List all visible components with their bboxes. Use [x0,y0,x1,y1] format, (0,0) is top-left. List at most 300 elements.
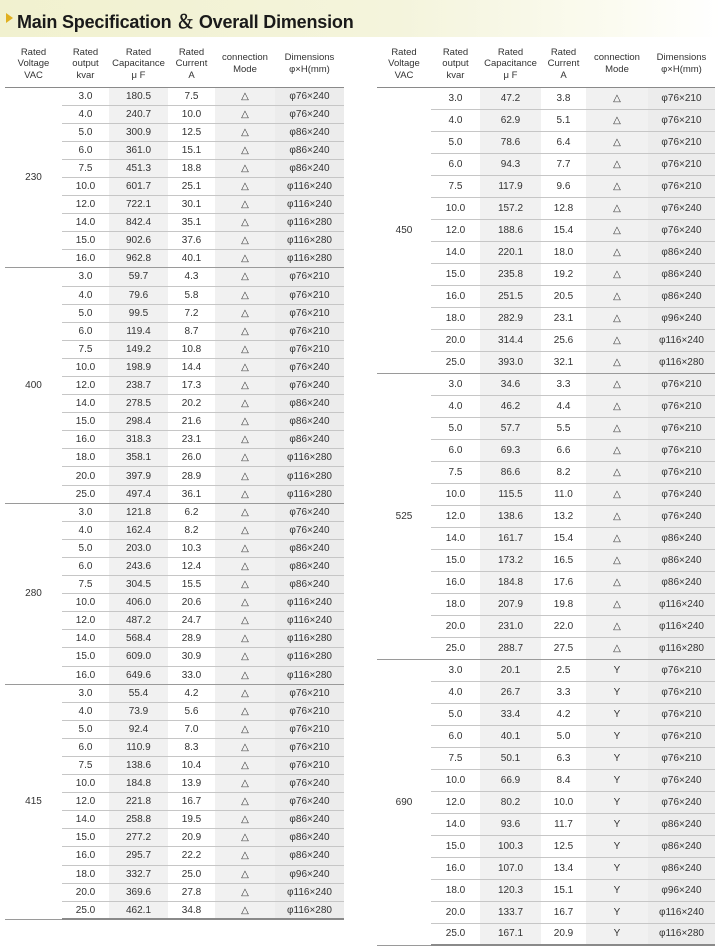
cell-rated-capacitance: 358.1 [109,449,168,467]
cell-connection-mode: △ [215,232,275,250]
cell-rated-current: 6.3 [541,747,586,769]
cell-rated-output: 7.5 [62,576,109,594]
cell-rated-current: 37.6 [168,232,215,250]
cell-dimensions: φ116×240 [275,177,344,195]
cell-rated-output: 12.0 [431,791,480,813]
table-header-row [5,41,344,87]
cell-rated-capacitance: 220.1 [480,241,541,263]
bullet-arrow-icon [6,13,13,23]
cell-rated-output: 15.0 [62,829,109,847]
cell-rated-output: 10.0 [62,775,109,793]
cell-connection-mode: △ [586,461,648,483]
cell-dimensions: φ96×240 [648,307,715,329]
cell-connection-mode: △ [586,285,648,307]
cell-connection-mode: △ [215,666,275,684]
cell-rated-output: 12.0 [62,612,109,630]
cell-rated-capacitance: 188.6 [480,219,541,241]
cell-dimensions: φ86×240 [275,847,344,865]
header-connection-mode: connection Mode [586,41,648,87]
cell-dimensions: φ76×210 [275,720,344,738]
cell-rated-current: 3.8 [541,87,586,109]
cell-dimensions: φ76×210 [648,681,715,703]
cell-dimensions: φ76×210 [648,109,715,131]
cell-connection-mode: △ [215,775,275,793]
cell-connection-mode: △ [215,630,275,648]
table-row [5,268,344,286]
cell-rated-capacitance: 47.2 [480,87,541,109]
cell-rated-output: 4.0 [431,395,480,417]
cell-rated-output: 5.0 [431,703,480,725]
cell-rated-output: 18.0 [431,307,480,329]
cell-rated-capacitance: 221.8 [109,793,168,811]
cell-rated-current: 17.3 [168,377,215,395]
cell-connection-mode: △ [586,527,648,549]
cell-dimensions: φ76×240 [275,793,344,811]
cell-rated-output: 7.5 [62,340,109,358]
cell-connection-mode: △ [586,219,648,241]
cell-rated-output: 6.0 [431,725,480,747]
cell-dimensions: φ116×240 [275,612,344,630]
cell-rated-capacitance: 842.4 [109,214,168,232]
cell-rated-output: 12.0 [62,196,109,214]
cell-rated-capacitance: 157.2 [480,197,541,219]
cell-connection-mode: △ [215,503,275,521]
cell-connection-mode: △ [215,177,275,195]
cell-rated-capacitance: 110.9 [109,738,168,756]
cell-dimensions: φ76×240 [275,358,344,376]
cell-rated-capacitance: 601.7 [109,177,168,195]
cell-rated-capacitance: 138.6 [480,505,541,527]
cell-rated-output: 6.0 [62,557,109,575]
cell-rated-output: 10.0 [62,594,109,612]
cell-rated-current: 10.0 [168,105,215,123]
cell-rated-current: 15.1 [541,879,586,901]
cell-connection-mode: △ [586,307,648,329]
cell-connection-mode: Y [586,923,648,945]
cell-rated-output: 18.0 [62,865,109,883]
cell-rated-current: 8.4 [541,769,586,791]
header-rated-output: Rated output kvar [62,41,109,87]
cell-rated-current: 20.5 [541,285,586,307]
cell-connection-mode: Y [586,813,648,835]
cell-rated-output: 20.0 [62,883,109,901]
cell-connection-mode: Y [586,681,648,703]
cell-dimensions: φ76×210 [648,175,715,197]
cell-connection-mode: △ [586,263,648,285]
cell-rated-current: 4.2 [168,684,215,702]
cell-rated-current: 15.5 [168,576,215,594]
cell-connection-mode: Y [586,879,648,901]
cell-dimensions: φ116×280 [275,485,344,503]
cell-rated-current: 7.2 [168,304,215,322]
cell-rated-current: 7.5 [168,87,215,105]
cell-connection-mode: △ [215,340,275,358]
cell-rated-capacitance: 318.3 [109,431,168,449]
cell-rated-capacitance: 80.2 [480,791,541,813]
cell-rated-current: 12.5 [168,123,215,141]
cell-rated-capacitance: 26.7 [480,681,541,703]
cell-rated-current: 23.1 [541,307,586,329]
cell-dimensions: φ116×280 [275,901,344,919]
page-title: Main Specification ＆ Overall Dimension [17,12,354,32]
cell-rated-capacitance: 162.4 [109,521,168,539]
cell-dimensions: φ116×240 [648,901,715,923]
cell-rated-current: 6.2 [168,503,215,521]
cell-dimensions: φ76×240 [275,503,344,521]
cell-dimensions: φ86×240 [648,835,715,857]
cell-connection-mode: △ [215,141,275,159]
cell-dimensions: φ76×210 [648,439,715,461]
table-row [377,373,715,395]
cell-rated-capacitance: 649.6 [109,666,168,684]
cell-rated-capacitance: 451.3 [109,159,168,177]
cell-rated-capacitance: 203.0 [109,539,168,557]
cell-connection-mode: △ [586,153,648,175]
cell-connection-mode: Y [586,725,648,747]
cell-rated-voltage: 525 [377,373,431,659]
cell-rated-capacitance: 278.5 [109,395,168,413]
cell-rated-current: 20.6 [168,594,215,612]
cell-rated-current: 8.7 [168,322,215,340]
cell-rated-capacitance: 34.6 [480,373,541,395]
cell-rated-current: 12.8 [541,197,586,219]
cell-rated-capacitance: 722.1 [109,196,168,214]
cell-connection-mode: △ [215,811,275,829]
cell-rated-output: 5.0 [62,720,109,738]
cell-rated-current: 17.6 [541,571,586,593]
cell-rated-voltage: 230 [5,87,62,268]
cell-connection-mode: △ [586,615,648,637]
cell-rated-capacitance: 92.4 [109,720,168,738]
cell-rated-output: 20.0 [431,615,480,637]
cell-connection-mode: △ [215,521,275,539]
cell-connection-mode: △ [215,322,275,340]
cell-rated-output: 25.0 [431,637,480,659]
cell-rated-current: 20.2 [168,395,215,413]
cell-rated-current: 19.2 [541,263,586,285]
cell-connection-mode: △ [215,576,275,594]
cell-dimensions: φ116×280 [275,214,344,232]
cell-rated-capacitance: 397.9 [109,467,168,485]
cell-rated-capacitance: 240.7 [109,105,168,123]
cell-dimensions: φ76×210 [275,756,344,774]
header-connection-mode: connection Mode [215,41,275,87]
cell-rated-capacitance: 115.5 [480,483,541,505]
cell-rated-capacitance: 277.2 [109,829,168,847]
cell-rated-current: 10.8 [168,340,215,358]
cell-rated-capacitance: 173.2 [480,549,541,571]
cell-rated-current: 24.7 [168,612,215,630]
cell-connection-mode: △ [586,87,648,109]
cell-rated-capacitance: 304.5 [109,576,168,594]
cell-dimensions: φ116×240 [648,615,715,637]
cell-connection-mode: Y [586,769,648,791]
cell-rated-capacitance: 184.8 [480,571,541,593]
cell-rated-output: 25.0 [62,485,109,503]
cell-rated-current: 7.7 [541,153,586,175]
cell-rated-output: 14.0 [62,630,109,648]
cell-rated-capacitance: 568.4 [109,630,168,648]
cell-dimensions: φ76×240 [648,505,715,527]
cell-dimensions: φ76×210 [648,747,715,769]
cell-rated-current: 16.5 [541,549,586,571]
cell-rated-current: 14.4 [168,358,215,376]
cell-dimensions: φ116×280 [648,637,715,659]
cell-dimensions: φ76×210 [648,131,715,153]
cell-dimensions: φ76×210 [648,659,715,681]
cell-rated-current: 30.1 [168,196,215,214]
cell-rated-output: 16.0 [62,847,109,865]
cell-rated-capacitance: 298.4 [109,413,168,431]
cell-rated-capacitance: 161.7 [480,527,541,549]
cell-dimensions: φ76×210 [275,702,344,720]
cell-rated-output: 7.5 [62,159,109,177]
cell-dimensions: φ116×280 [275,630,344,648]
cell-rated-capacitance: 100.3 [480,835,541,857]
cell-rated-current: 13.4 [541,857,586,879]
cell-dimensions: φ116×280 [648,351,715,373]
cell-rated-current: 8.2 [541,461,586,483]
header-rated-output: Rated output kvar [431,41,480,87]
cell-rated-capacitance: 487.2 [109,612,168,630]
cell-rated-output: 5.0 [431,417,480,439]
cell-rated-capacitance: 107.0 [480,857,541,879]
cell-rated-capacitance: 497.4 [109,485,168,503]
cell-dimensions: φ76×210 [648,373,715,395]
cell-rated-capacitance: 121.8 [109,503,168,521]
cell-rated-current: 10.4 [168,756,215,774]
cell-rated-current: 22.0 [541,615,586,637]
cell-rated-output: 20.0 [431,329,480,351]
cell-rated-current: 33.0 [168,666,215,684]
cell-rated-current: 9.6 [541,175,586,197]
cell-dimensions: φ86×240 [275,557,344,575]
cell-dimensions: φ76×240 [275,775,344,793]
header-dimensions: Dimensions φ×H(mm) [648,41,715,87]
cell-rated-capacitance: 282.9 [480,307,541,329]
cell-dimensions: φ76×210 [275,304,344,322]
cell-rated-capacitance: 66.9 [480,769,541,791]
cell-connection-mode: Y [586,747,648,769]
cell-rated-capacitance: 55.4 [109,684,168,702]
cell-connection-mode: △ [215,449,275,467]
cell-dimensions: φ76×210 [648,417,715,439]
cell-rated-output: 16.0 [62,666,109,684]
cell-rated-output: 5.0 [62,304,109,322]
cell-connection-mode: △ [586,549,648,571]
cell-connection-mode: △ [215,196,275,214]
cell-dimensions: φ86×240 [648,857,715,879]
cell-rated-current: 6.6 [541,439,586,461]
cell-connection-mode: △ [215,539,275,557]
cell-rated-voltage: 690 [377,659,431,945]
cell-connection-mode: Y [586,791,648,813]
cell-connection-mode: △ [215,304,275,322]
table-row [377,87,715,109]
cell-rated-current: 19.5 [168,811,215,829]
cell-rated-output: 7.5 [431,747,480,769]
cell-rated-output: 4.0 [62,105,109,123]
cell-rated-current: 15.4 [541,527,586,549]
cell-dimensions: φ86×240 [275,829,344,847]
cell-dimensions: φ86×240 [275,431,344,449]
cell-rated-capacitance: 117.9 [480,175,541,197]
cell-rated-current: 5.6 [168,702,215,720]
cell-rated-capacitance: 40.1 [480,725,541,747]
cell-rated-output: 6.0 [431,439,480,461]
cell-connection-mode: △ [215,756,275,774]
cell-rated-capacitance: 93.6 [480,813,541,835]
cell-rated-capacitance: 369.6 [109,883,168,901]
cell-connection-mode: △ [586,637,648,659]
cell-dimensions: φ116×240 [648,593,715,615]
cell-dimensions: φ96×240 [648,879,715,901]
cell-connection-mode: △ [215,648,275,666]
cell-rated-output: 12.0 [62,377,109,395]
cell-rated-capacitance: 251.5 [480,285,541,307]
cell-dimensions: φ76×240 [275,87,344,105]
cell-dimensions: φ116×280 [275,666,344,684]
cell-rated-output: 16.0 [62,250,109,268]
cell-connection-mode: △ [586,175,648,197]
cell-rated-output: 3.0 [62,268,109,286]
table-row [377,659,715,681]
cell-rated-output: 12.0 [62,793,109,811]
cell-rated-capacitance: 119.4 [109,322,168,340]
table-row [5,684,344,702]
table-row [5,87,344,105]
cell-rated-output: 3.0 [62,87,109,105]
cell-rated-voltage: 450 [377,87,431,373]
cell-connection-mode: △ [586,373,648,395]
cell-rated-capacitance: 20.1 [480,659,541,681]
cell-rated-output: 3.0 [431,659,480,681]
cell-rated-output: 14.0 [431,241,480,263]
cell-rated-current: 12.5 [541,835,586,857]
cell-dimensions: φ76×240 [648,197,715,219]
cell-dimensions: φ86×240 [275,539,344,557]
cell-rated-capacitance: 258.8 [109,811,168,829]
cell-rated-current: 25.6 [541,329,586,351]
cell-dimensions: φ76×210 [648,395,715,417]
cell-rated-output: 14.0 [431,527,480,549]
cell-rated-capacitance: 120.3 [480,879,541,901]
cell-rated-capacitance: 180.5 [109,87,168,105]
cell-dimensions: φ76×210 [648,87,715,109]
cell-rated-output: 15.0 [62,648,109,666]
cell-connection-mode: △ [586,329,648,351]
cell-dimensions: φ116×280 [275,232,344,250]
cell-dimensions: φ86×240 [648,263,715,285]
cell-rated-current: 40.1 [168,250,215,268]
cell-connection-mode: △ [215,847,275,865]
cell-dimensions: φ116×240 [648,329,715,351]
cell-rated-current: 27.8 [168,883,215,901]
cell-rated-current: 4.2 [541,703,586,725]
cell-dimensions: φ76×210 [275,684,344,702]
cell-rated-output: 10.0 [431,769,480,791]
cell-rated-capacitance: 314.4 [480,329,541,351]
cell-rated-current: 25.0 [168,865,215,883]
cell-connection-mode: △ [215,793,275,811]
cell-rated-output: 18.0 [62,449,109,467]
cell-rated-capacitance: 300.9 [109,123,168,141]
cell-rated-current: 15.1 [168,141,215,159]
cell-rated-capacitance: 57.7 [480,417,541,439]
cell-rated-output: 15.0 [431,549,480,571]
cell-rated-capacitance: 238.7 [109,377,168,395]
cell-rated-capacitance: 133.7 [480,901,541,923]
cell-rated-current: 5.0 [541,725,586,747]
cell-dimensions: φ76×240 [275,377,344,395]
cell-dimensions: φ116×280 [275,449,344,467]
table-row [5,503,344,521]
cell-rated-current: 11.7 [541,813,586,835]
cell-rated-output: 14.0 [62,214,109,232]
cell-rated-output: 5.0 [62,539,109,557]
cell-rated-output: 15.0 [62,232,109,250]
cell-rated-current: 19.8 [541,593,586,615]
cell-connection-mode: △ [215,431,275,449]
cell-connection-mode: △ [215,413,275,431]
cell-rated-capacitance: 361.0 [109,141,168,159]
cell-dimensions: φ86×240 [275,576,344,594]
cell-rated-current: 4.3 [168,268,215,286]
cell-connection-mode: △ [215,557,275,575]
cell-rated-capacitance: 609.0 [109,648,168,666]
cell-connection-mode: △ [215,123,275,141]
cell-connection-mode: △ [586,505,648,527]
cell-rated-capacitance: 149.2 [109,340,168,358]
cell-rated-capacitance: 79.6 [109,286,168,304]
cell-rated-output: 6.0 [62,141,109,159]
cell-rated-current: 22.2 [168,847,215,865]
cell-rated-capacitance: 393.0 [480,351,541,373]
table-header-row [377,41,715,87]
cell-rated-capacitance: 138.6 [109,756,168,774]
cell-rated-output: 6.0 [62,738,109,756]
cell-connection-mode: △ [586,351,648,373]
cell-rated-capacitance: 184.8 [109,775,168,793]
cell-dimensions: φ76×240 [648,769,715,791]
cell-connection-mode: △ [215,612,275,630]
cell-dimensions: φ76×210 [275,268,344,286]
cell-rated-output: 6.0 [62,322,109,340]
cell-rated-capacitance: 50.1 [480,747,541,769]
cell-rated-output: 10.0 [431,483,480,505]
cell-rated-output: 16.0 [431,285,480,307]
header-rated-current: Rated Current A [168,41,215,87]
cell-rated-capacitance: 198.9 [109,358,168,376]
cell-rated-current: 4.4 [541,395,586,417]
cell-dimensions: φ86×240 [648,813,715,835]
cell-rated-output: 10.0 [62,358,109,376]
spec-table-left [5,41,344,920]
cell-rated-current: 2.5 [541,659,586,681]
cell-dimensions: φ86×240 [648,285,715,307]
header-rated-capacitance: Rated Capacitance μ F [480,41,541,87]
cell-rated-current: 35.1 [168,214,215,232]
cell-rated-current: 32.1 [541,351,586,373]
cell-dimensions: φ76×240 [648,791,715,813]
cell-dimensions: φ76×210 [648,461,715,483]
cell-connection-mode: Y [586,703,648,725]
spec-table-right [377,41,715,946]
cell-connection-mode: △ [215,286,275,304]
cell-dimensions: φ86×240 [648,571,715,593]
cell-dimensions: φ76×210 [275,738,344,756]
cell-connection-mode: Y [586,835,648,857]
